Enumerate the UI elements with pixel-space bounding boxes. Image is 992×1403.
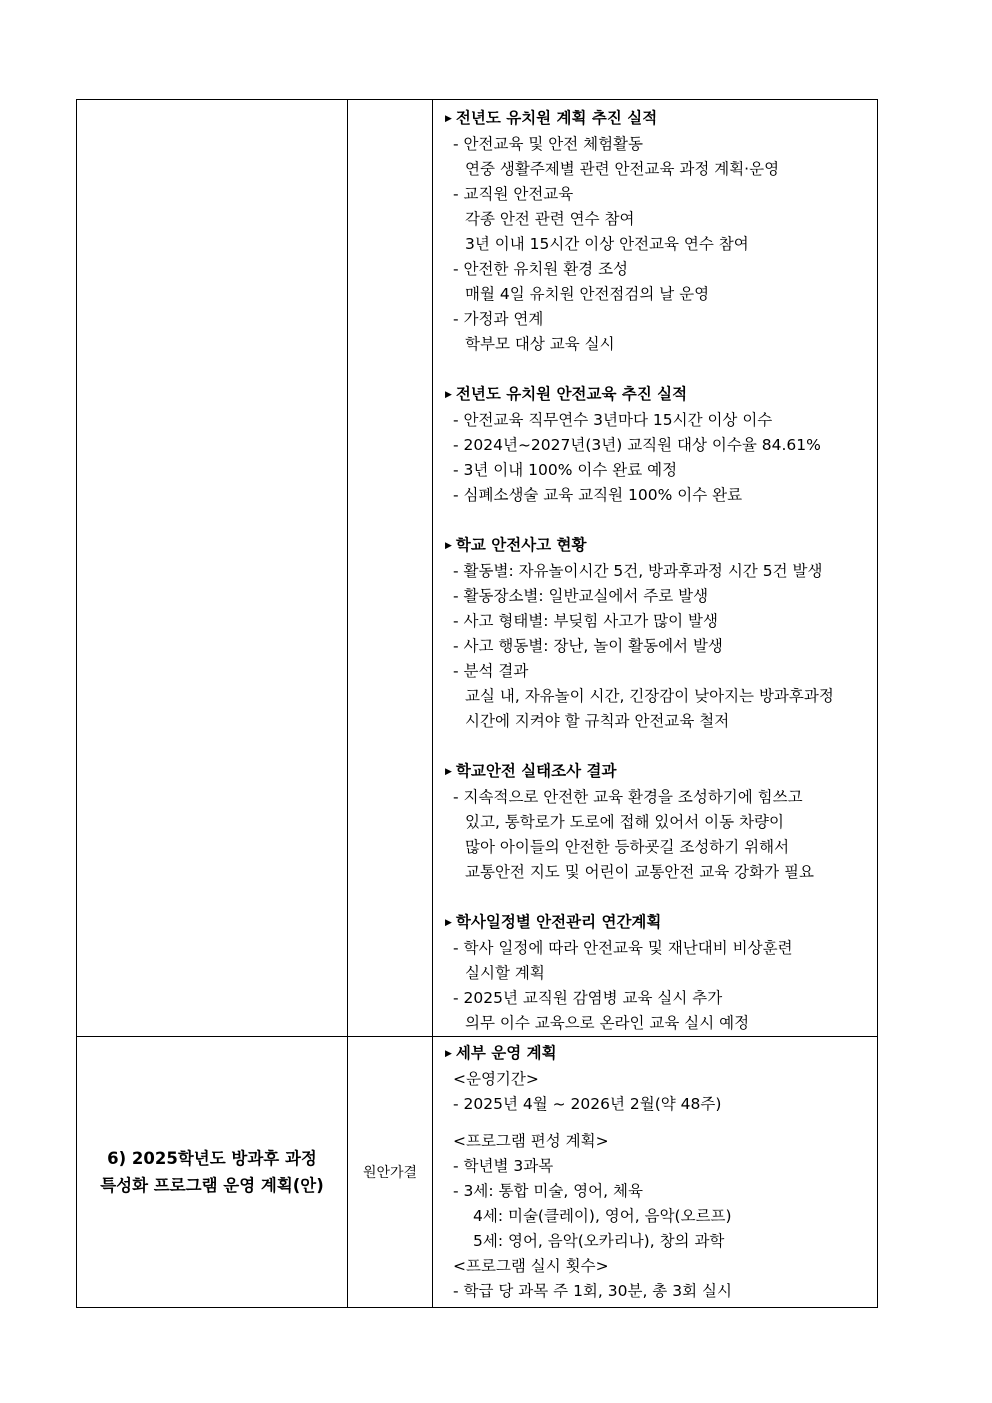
list-item: - 분석 결과 — [453, 662, 529, 680]
detail-content — [433, 100, 877, 1036]
list-item: 3년 이내 15시간 이상 안전교육 연수 참여 — [465, 235, 749, 253]
list-item: - 3세: 통합 미술, 영어, 체육 — [453, 1182, 643, 1200]
list-item: - 학사 일정에 따라 안전교육 및 재난대비 비상훈련 — [453, 939, 793, 957]
list-item: - 안전교육 및 안전 체험활동 — [453, 135, 644, 153]
result-cell-empty — [348, 100, 433, 1037]
count-text: - 학급 당 과목 주 1회, 30분, 총 3회 실시 — [453, 1282, 732, 1300]
list-item: - 3년 이내 100% 이수 완료 예정 — [453, 461, 678, 479]
section-heading: ▶ 학교안전 실태조사 결과 — [445, 759, 877, 785]
agenda-cell-empty — [77, 100, 348, 1037]
section-heading: ▶ 학사일정별 안전관리 연간계획 — [445, 910, 877, 936]
section-heading: ▶ 세부 운영 계획 — [445, 1041, 877, 1067]
list-item: - 2025년 교직원 감염병 교육 실시 추가 — [453, 989, 723, 1007]
list-item: - 활동장소별: 일반교실에서 주로 발생 — [453, 587, 709, 605]
period-text: - 2025년 4월 ~ 2026년 2월(약 48주) — [453, 1095, 722, 1113]
detail-cell — [433, 1037, 878, 1308]
list-item: 교실 내, 자유놀이 시간, 긴장감이 낮아지는 방과후과정 — [465, 687, 834, 705]
list-item: - 2024년~2027년(3년) 교직원 대상 이수율 84.61% — [453, 436, 821, 454]
list-item: 4세: 미술(클레이), 영어, 음악(오르프) — [473, 1207, 732, 1225]
list-item: - 교직원 안전교육 — [453, 185, 574, 203]
section-heading: ▶ 학교 안전사고 현황 — [445, 533, 877, 559]
list-item: 각종 안전 관련 연수 참여 — [465, 210, 635, 228]
section-heading: ▶ 전년도 유치원 계획 추진 실적 — [445, 106, 877, 132]
result-text: 원안가결 — [362, 1165, 418, 1181]
list-item: - 가정과 연계 — [453, 310, 544, 328]
triangle-bullet-icon: ▶ — [445, 390, 452, 400]
result-cell — [348, 1037, 433, 1308]
list-item: - 사고 행동별: 장난, 놀이 활동에서 발생 — [453, 637, 723, 655]
list-item: 5세: 영어, 음악(오카리나), 창의 과학 — [473, 1232, 725, 1250]
agenda-title-line: 6) 2025학년도 방과후 과정 — [107, 1149, 317, 1168]
triangle-bullet-icon: ▶ — [445, 1049, 452, 1059]
list-item: 실시할 계획 — [465, 964, 545, 982]
list-item: - 학년별 3과목 — [453, 1157, 554, 1175]
list-item: - 안전한 유치원 환경 조성 — [453, 260, 629, 278]
list-item: 의무 이수 교육으로 온라인 교육 실시 예정 — [465, 1014, 750, 1032]
minutes-table — [76, 99, 878, 1308]
table-row — [77, 1037, 878, 1308]
program-label: <프로그램 편성 계획> — [453, 1132, 609, 1150]
count-label: <프로그램 실시 횟수> — [453, 1257, 609, 1275]
list-item: - 안전교육 직무연수 3년마다 15시간 이상 이수 — [453, 411, 773, 429]
list-item: 시간에 지켜야 할 규칙과 안전교육 철저 — [465, 712, 730, 730]
list-item: 학부모 대상 교육 실시 — [465, 335, 615, 353]
table-row — [77, 100, 878, 1037]
triangle-bullet-icon: ▶ — [445, 541, 452, 551]
list-item: - 사고 형태별: 부딪힘 사고가 많이 발생 — [453, 612, 718, 630]
list-item: 연중 생활주제별 관련 안전교육 과정 계획·운영 — [465, 160, 780, 178]
triangle-bullet-icon: ▶ — [445, 114, 452, 124]
triangle-bullet-icon: ▶ — [445, 767, 452, 777]
list-item: - 활동별: 자유놀이시간 5건, 방과후과정 시간 5건 발생 — [453, 562, 823, 580]
list-item: 많아 아이들의 안전한 등하굣길 조성하기 위해서 — [465, 838, 790, 856]
list-item: - 지속적으로 안전한 교육 환경을 조성하기에 힘쓰고 — [453, 788, 803, 806]
section-heading: ▶ 전년도 유치원 안전교육 추진 실적 — [445, 382, 877, 408]
agenda-title-line: 특성화 프로그램 운영 계획(안) — [100, 1176, 324, 1195]
agenda-title-cell — [77, 1037, 348, 1308]
list-item: 있고, 통학로가 도로에 접해 있어서 이동 차량이 — [465, 813, 784, 831]
detail-content — [433, 1037, 877, 1304]
program-lines — [445, 1154, 877, 1254]
list-item: 교통안전 지도 및 어린이 교통안전 교육 강화가 필요 — [465, 863, 814, 881]
detail-cell — [433, 100, 878, 1037]
list-item: 매월 4일 유치원 안전점검의 날 운영 — [465, 285, 710, 303]
triangle-bullet-icon: ▶ — [445, 918, 452, 928]
list-item: - 심폐소생술 교육 교직원 100% 이수 완료 — [453, 486, 743, 504]
period-label: <운영기간> — [453, 1070, 539, 1088]
